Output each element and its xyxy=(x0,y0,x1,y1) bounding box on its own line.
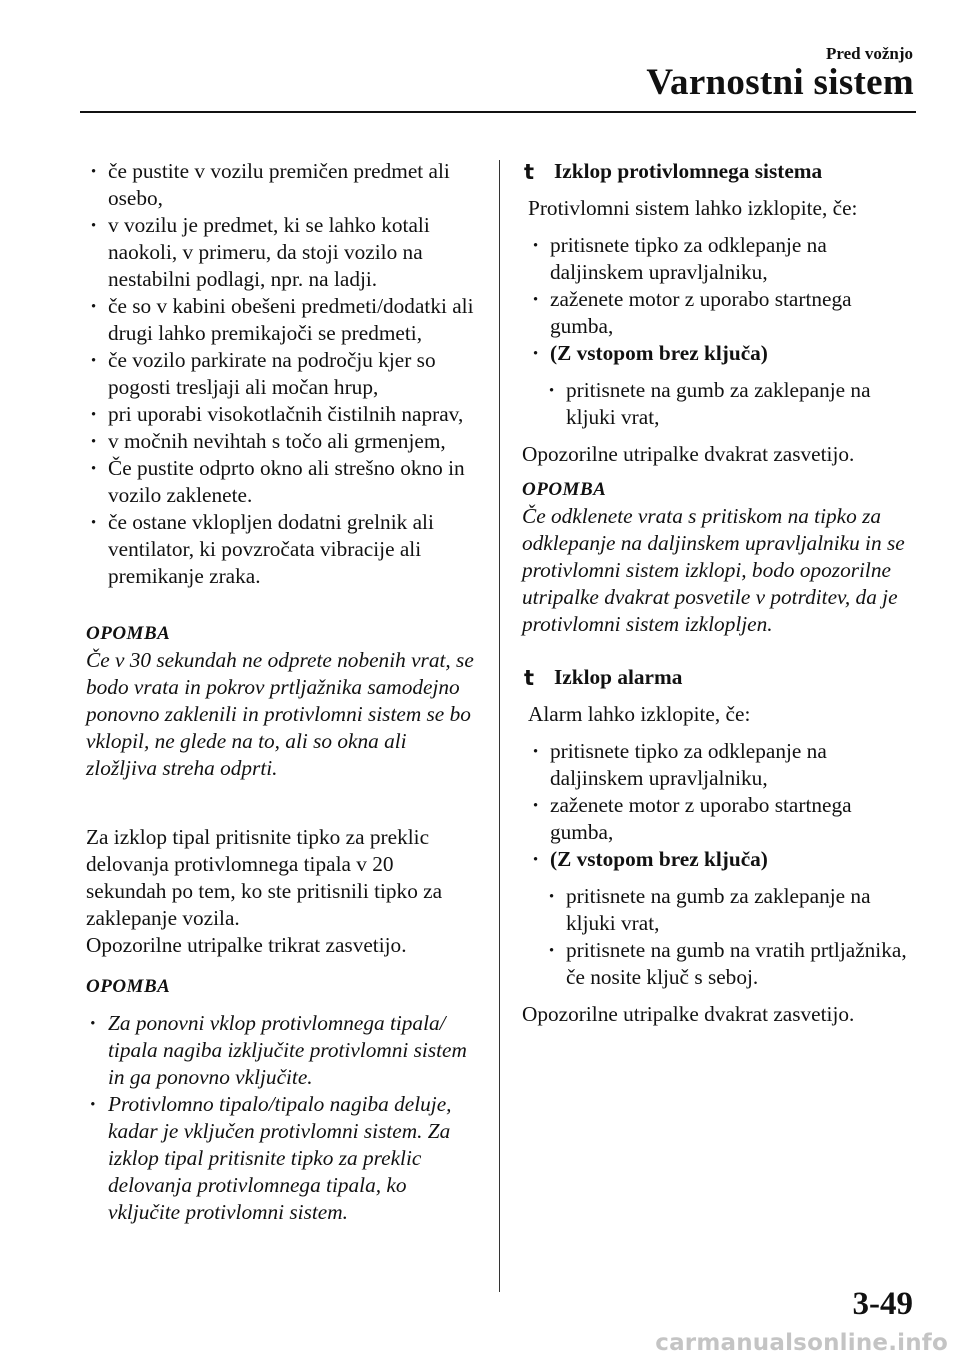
note-list xyxy=(86,1010,478,1226)
left-column xyxy=(86,158,478,1226)
note-label: OPOMBA xyxy=(86,976,171,997)
section-heading-text: Izklop alarma xyxy=(554,665,683,689)
list-item: · če vozilo parkirate na področju kjer so pogosti tresljaji ali močan hrup, xyxy=(86,347,478,401)
right-column xyxy=(522,158,920,1028)
body-paragraph: Za izklop tipal pritisnite tipko za preklic delovanja protivlomnega tipala v 20 sekundah po tem, ko ste pritisnili tipko za zaklepanje vozila. xyxy=(86,825,443,930)
list-item: · pritisnete na gumb za zaklepanje na kljuki vrat, xyxy=(544,377,920,431)
condition-list xyxy=(86,158,478,590)
section-intro: Protivlomni sistem lahko izklopite, če: xyxy=(528,196,858,220)
list-item: · Protivlomno tipalo/tipalo nagiba deluje, kadar je vključen protivlomni sistem. Za izklop tipal pritisnite tipko za preklic delovanja protivlomnega tipala, ko vključite protivlomni sistem. xyxy=(86,1091,478,1226)
watermark: carmanualsonline.info xyxy=(655,1330,948,1356)
note-text: Če odklenete vrata s pritiskom na tipko za odklepanje na daljinskem upravljalniku in se protivlomni sistem izklopi, bodo opozorilne utripalke dvakrat posvetile v potrditev, da je protivlomni sistem izklopljen. xyxy=(522,504,905,636)
header-section-label: Pred vožnjo xyxy=(825,44,913,63)
result-text: Opozorilne utripalke dvakrat zasvetijo. xyxy=(522,1002,855,1026)
list-item: · pritisnete na gumb za zaklepanje na kljuki vrat, xyxy=(544,883,920,937)
section-heading xyxy=(522,158,920,185)
note-label: OPOMBA xyxy=(86,623,171,644)
list-item: · pritisnete tipko za odklepanje na daljinskem upravljalniku, xyxy=(528,232,920,286)
list-item: · pritisnete tipko za odklepanje na daljinskem upravljalniku, xyxy=(528,738,920,792)
section-intro: Alarm lahko izklopite, če: xyxy=(528,702,751,726)
list-item: · pritisnete na gumb na vratih prtljažnika, če nosite ključ s seboj. xyxy=(544,937,920,991)
sub-condition-list xyxy=(522,883,920,991)
list-item: · zaženete motor z uporabo startnega gumba, xyxy=(528,286,920,340)
page-title: Varnostni sistem xyxy=(646,62,914,103)
list-item: · Če pustite odprto okno ali strešno okno in vozilo zaklenete. xyxy=(86,455,478,509)
list-item: · če ostane vklopljen dodatni grelnik ali ventilator, ki povzročata vibracije ali premikanje zraka. xyxy=(86,509,478,590)
condition-list xyxy=(522,232,920,367)
list-item: · če pustite v vozilu premičen predmet ali osebo, xyxy=(86,158,478,212)
list-item: · če so v kabini obešeni predmeti/dodatki ali drugi lahko premikajoči se predmeti, xyxy=(86,293,478,347)
section-marker-icon: t xyxy=(524,160,535,184)
body-paragraph: Opozorilne utripalke trikrat zasvetijo. xyxy=(86,933,407,957)
section-heading-text: Izklop protivlomnega sistema xyxy=(554,159,823,183)
condition-list xyxy=(522,738,920,873)
sub-condition-list xyxy=(522,377,920,431)
result-text: Opozorilne utripalke dvakrat zasvetijo. xyxy=(522,442,855,466)
note-label: OPOMBA xyxy=(522,479,607,500)
list-item: · Za ponovni vklop protivlomnega tipala/ tipala nagiba izključite protivlomni sistem in ga ponovno vključite. xyxy=(86,1010,478,1091)
header-rule xyxy=(80,111,916,113)
list-item: · (Z vstopom brez ključa) xyxy=(528,846,920,873)
list-item: · pri uporabi visokotlačnih čistilnih naprav, xyxy=(86,401,478,428)
list-item: · zaženete motor z uporabo startnega gumba, xyxy=(528,792,920,846)
note-text: Če v 30 sekundah ne odprete nobenih vrat, se bodo vrata in pokrov prtljažnika samodejno ponovno zaklenili in protivlomni sistem se bo vklopil, ne glede na to, ali so okna ali zložljiva streha odprti. xyxy=(86,648,474,780)
column-divider xyxy=(499,160,500,1292)
list-item: · (Z vstopom brez ključa) xyxy=(528,340,920,367)
page-number: 3-49 xyxy=(852,1286,913,1322)
section-heading xyxy=(522,664,920,691)
list-item: · v močnih nevihtah s točo ali grmenjem, xyxy=(86,428,478,455)
list-item: · v vozilu je predmet, ki se lahko kotali naokoli, v primeru, da stoji vozilo na nestabilni podlagi, npr. na ladji. xyxy=(86,212,478,293)
section-marker-icon: t xyxy=(524,666,535,690)
